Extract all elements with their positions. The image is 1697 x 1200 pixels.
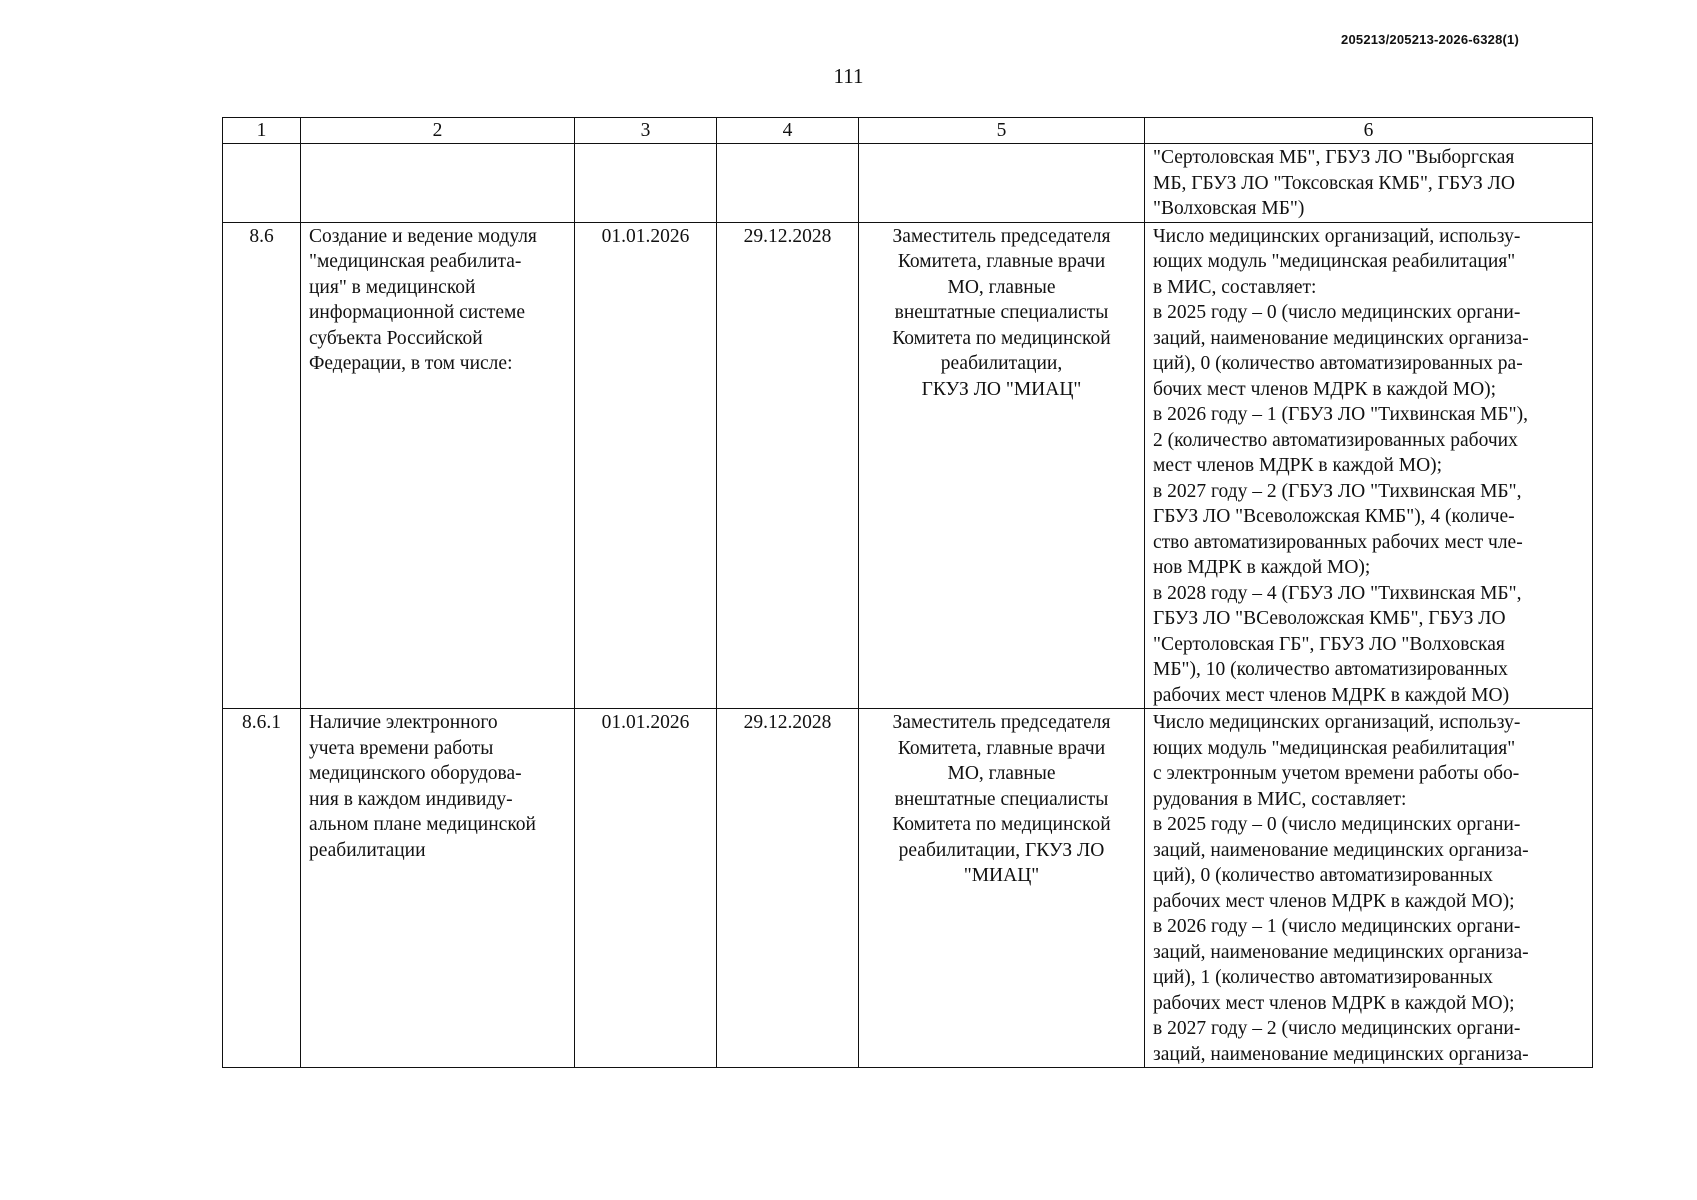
responsible-cell [859,144,1145,223]
indicator-line: 2 (количество автоматизированных рабочих [1153,429,1518,451]
event-name-cell [301,709,575,1068]
indicator-line: в 2027 году – 2 (число медицинских органи- [1153,1018,1521,1039]
column-header-2: 2 [301,118,575,144]
table-row [223,144,1593,223]
event-name-cell [301,222,575,709]
indicator-line: с электронным учетом времени работы обо- [1153,763,1520,784]
indicator-line: "Сертоловская ГБ", ГБУЗ ЛО "Волховская [1153,633,1505,655]
page-number: 111 [833,64,864,88]
responsible-line: ГКУЗ ЛО "МИАЦ" [921,378,1082,400]
responsible-cell [859,709,1145,1068]
event-name-cell [301,144,575,223]
table-row [223,222,1593,709]
responsible-line: реабилитации, [940,353,1063,374]
end-date-cell [717,144,859,223]
row-number-cell [223,144,301,223]
event-name-line: реабилитации [309,839,426,861]
indicator-line: МБ, ГБУЗ ЛО "Токсовская КМБ", ГБУЗ ЛО [1153,172,1515,194]
responsible-line: Комитета, главные врачи [897,737,1106,759]
row-number-cell: 8.6 [223,222,301,709]
responsible-line: МО, главные [947,763,1056,784]
event-name-line: учета времени работы [309,737,494,759]
event-name-line: ция" в медицинской [309,276,476,298]
indicator-line: ций), 1 (количество автоматизированных [1153,967,1493,988]
indicator-cell [1145,222,1593,709]
indicator-line: в 2027 году – 2 (ГБУЗ ЛО "Тихвинская МБ", [1153,480,1522,502]
indicator-cell [1145,144,1593,223]
indicator-line: рудования в МИС, составляет: [1153,788,1407,810]
indicator-line: заций, наименование медицинских организа- [1153,839,1529,861]
indicator-line: рабочих мест членов МДРК в каждой МО); [1153,992,1515,1014]
indicator-line: "Волховская МБ") [1153,198,1305,219]
indicator-line: рабочих мест членов МДРК в каждой МО); [1153,890,1515,912]
end-date-cell: 29.12.2028 [717,709,859,1068]
responsible-cell [859,222,1145,709]
responsible-line: Комитета по медицинской [892,327,1111,349]
row-number-cell: 8.6.1 [223,709,301,1068]
responsible-line: внештатные специалисты [894,302,1109,323]
responsible-line: реабилитации, ГКУЗ ЛО [898,839,1105,861]
indicator-line: ГБУЗ ЛО "ВСеволожская КМБ", ГБУЗ ЛО [1153,608,1506,629]
column-header-6: 6 [1145,118,1593,144]
indicator-line: Число медицинских организаций, использу- [1153,225,1521,247]
indicator-cell [1145,709,1593,1068]
indicator-line: заций, наименование медицинских организа- [1153,327,1529,349]
indicator-line: в 2025 году – 0 (число медицинских органи- [1153,814,1521,835]
responsible-line: Комитета, главные врачи [897,251,1106,272]
indicator-line: заций, наименование медицинских организа- [1153,1043,1529,1065]
indicator-line: в 2026 году – 1 (ГБУЗ ЛО "Тихвинская МБ"), [1153,404,1528,425]
responsible-line: Комитета по медицинской [892,814,1111,835]
event-name-line: альном плане медицинской [309,814,536,835]
event-name-line: информационной системе [309,302,526,323]
column-header-1: 1 [223,118,301,144]
document-id: 205213/205213-2026-6328(1) [1341,32,1519,47]
start-date-cell: 01.01.2026 [575,222,717,709]
start-date-cell: 01.01.2026 [575,709,717,1068]
indicator-line: мест членов МДРК в каждой МО); [1153,455,1443,476]
indicator-line: ГБУЗ ЛО "Всеволожская КМБ"), 4 (количе- [1153,506,1515,527]
indicator-line: в МИС, составляет: [1153,276,1317,298]
event-name-line: Создание и ведение модуля [309,225,537,247]
responsible-line: внештатные специалисты [894,788,1109,810]
responsible-line: "МИАЦ" [963,865,1040,886]
event-name-line: ния в каждом индивиду- [309,788,513,810]
event-name-line: медицинского оборудова- [309,763,522,784]
end-date-cell: 29.12.2028 [717,222,859,709]
indicator-line: в 2026 году – 1 (число медицинских органи- [1153,916,1521,937]
responsible-line: Заместитель председателя [892,712,1111,733]
indicator-line: ций), 0 (количество автоматизированных ра- [1153,353,1523,374]
responsible-line: Заместитель председателя [892,225,1111,247]
indicator-line: в 2025 году – 0 (число медицинских органи- [1153,302,1521,323]
indicator-line: ство автоматизированных рабочих мест чле- [1153,531,1523,553]
column-header-4: 4 [717,118,859,144]
indicator-line: заций, наименование медицинских организа- [1153,941,1529,963]
column-header-5: 5 [859,118,1145,144]
indicator-line: в 2028 году – 4 (ГБУЗ ЛО "Тихвинская МБ", [1153,582,1522,604]
indicator-line: Число медицинских организаций, использу- [1153,712,1521,733]
indicator-line: ющих модуль "медицинская реабилитация" [1153,251,1516,272]
column-header-3: 3 [575,118,717,144]
indicator-line: нов МДРК в каждой МО); [1153,557,1371,578]
indicator-line: ций), 0 (количество автоматизированных [1153,865,1493,886]
event-name-line: "медицинская реабилита- [309,251,522,272]
indicator-line: МБ"), 10 (количество автоматизированных [1153,659,1508,680]
header-row [223,118,1593,144]
event-name-line: субъекта Российской [309,327,483,349]
indicator-line: ющих модуль "медицинская реабилитация" [1153,737,1516,759]
table-row [223,709,1593,1068]
start-date-cell [575,144,717,223]
event-name-line: Федерации, в том числе: [309,353,513,374]
indicator-line: "Сертоловская МБ", ГБУЗ ЛО "Выборгская [1153,147,1515,168]
indicator-line: рабочих мест членов МДРК в каждой МО) [1153,684,1510,706]
responsible-line: МО, главные [947,276,1056,298]
event-name-line: Наличие электронного [309,712,498,733]
indicator-line: бочих мест членов МДРК в каждой МО); [1153,378,1497,400]
plan-table [222,117,1593,1068]
